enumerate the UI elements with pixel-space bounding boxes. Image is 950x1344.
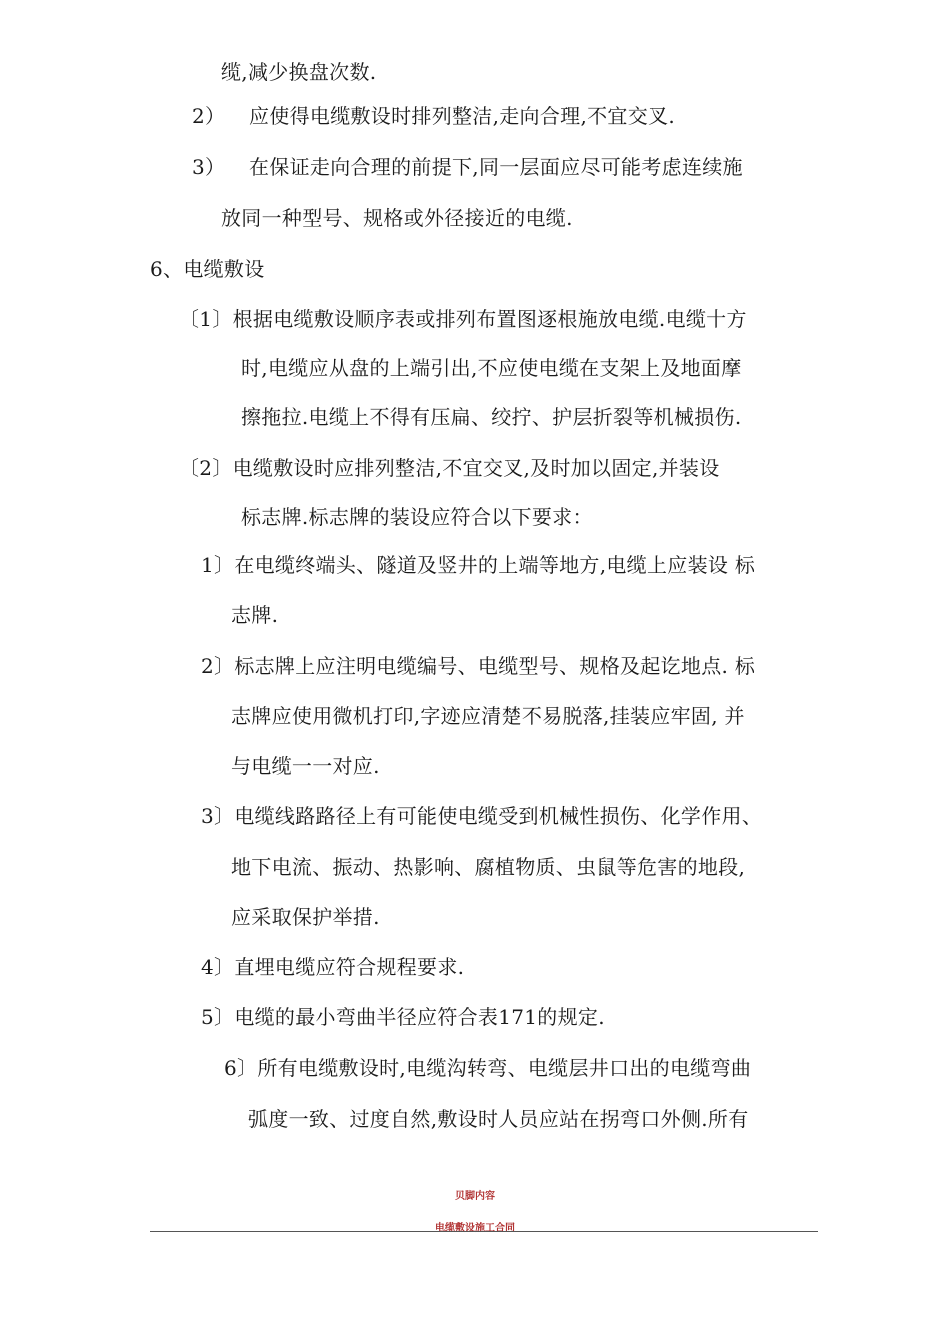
text-line: 与电缆一一对应. bbox=[231, 754, 380, 778]
text-line: 2〕标志牌上应注明电缆编号、电缆型号、规格及起讫地点. 标 bbox=[201, 654, 756, 678]
text-line: 应采取保护举措. bbox=[231, 905, 380, 929]
text-line: 缆,减少换盘次数. bbox=[221, 60, 377, 84]
footer-title: 贝脚内容 bbox=[455, 1191, 495, 1202]
section-heading: 6、电缆敷设 bbox=[150, 257, 265, 281]
text-line: 弧度一致、过度自然,敷设时人员应站在拐弯口外侧.所有 bbox=[248, 1107, 749, 1131]
text-line: 〔2〕电缆敷设时应排列整洁,不宜交叉,及时加以固定,并装设 bbox=[179, 456, 720, 480]
text-line: 时,电缆应从盘的上端引出,不应使电缆在支架上及地面摩 bbox=[241, 356, 742, 380]
text-line: 5〕电缆的最小弯曲半径应符合表171的规定. bbox=[201, 1005, 605, 1029]
text-line: 地下电流、振动、热影响、腐植物质、虫鼠等危害的地段, bbox=[231, 855, 746, 879]
text-line: 擦拖拉.电缆上不得有压扁、绞拧、护层折裂等机械损伤. bbox=[241, 405, 742, 429]
text-line: 志牌. bbox=[231, 603, 279, 627]
text-line: 应使得电缆敷设时排列整洁,走向合理,不宜交叉. bbox=[249, 104, 675, 128]
text-line: 3〕电缆线路路径上有可能使电缆受到机械性损伤、化学作用、 bbox=[201, 804, 763, 828]
text-line: 〔1〕根据电缆敷设顺序表或排列布置图逐根施放电缆.电缆十方 bbox=[179, 307, 747, 331]
text-line: 志牌应使用微机打印,字迹应清楚不易脱落,挂装应牢固, 并 bbox=[231, 704, 745, 728]
text-line: 6〕所有电缆敷设时,电缆沟转弯、电缆层井口出的电缆弯曲 bbox=[224, 1056, 752, 1080]
text-line: 放同一种型号、规格或外径接近的电缆. bbox=[221, 206, 573, 230]
text-line: 4〕直埋电缆应符合规程要求. bbox=[201, 955, 465, 979]
list-number: 3） bbox=[192, 155, 226, 179]
list-number: 2） bbox=[192, 104, 226, 128]
text-line: 标志牌.标志牌的装设应符合以下要求： bbox=[241, 505, 593, 529]
footer-subtitle: 电缆敷设施工合同 bbox=[435, 1223, 515, 1234]
text-line: 在保证走向合理的前提下,同一层面应尽可能考虑连续施 bbox=[249, 155, 743, 179]
text-line: 1〕在电缆终端头、隧道及竖井的上端等地方,电缆上应装设 标 bbox=[201, 553, 756, 577]
footer-divider bbox=[150, 1231, 818, 1232]
